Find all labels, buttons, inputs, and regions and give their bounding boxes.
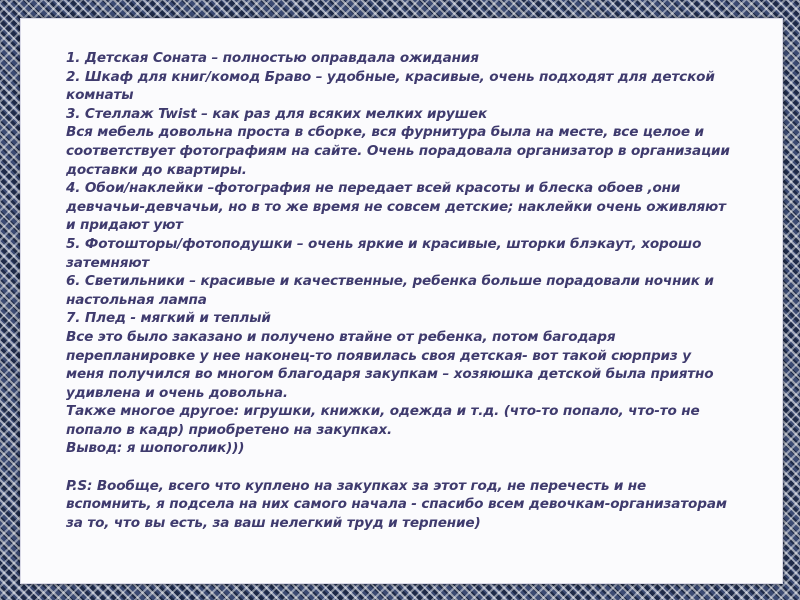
text-line: девчачьи-девчачьи, но в то же время не совсем детские; наклейки очень оживляют: [66, 198, 726, 215]
text-line: попало в кадр) приобретено на закупках.: [66, 421, 393, 438]
text-line: и придают уют: [66, 217, 183, 234]
text-line: комнаты: [66, 87, 134, 104]
text-line: удивлена и очень довольна.: [66, 384, 288, 401]
text-line: затемняют: [66, 254, 150, 271]
text-line: 4. Обои/наклейки –фотография не передает всей красоты и блеска обоев ,они: [66, 180, 681, 197]
text-line: Вывод: я шопоголик))): [66, 440, 245, 457]
text-line: за то, что вы есть, за ваш нелегкий труд и терпение): [66, 514, 481, 531]
text-line: P.S: Вообще, всего что куплено на закупках за этот год, не перечесть и не: [66, 477, 647, 494]
review-text: [66, 49, 756, 532]
text-line: 2. Шкаф для книг/комод Браво – удобные, красивые, очень подходят для детской: [66, 68, 715, 85]
blank-line: [66, 458, 756, 477]
text-line: настольная лампа: [66, 291, 207, 308]
text-line: вспомнить, я подсела на них самого начала - спасибо всем девочкам-организаторам: [66, 496, 727, 513]
text-line: 6. Светильники – красивые и качественные, ребенка больше порадовали ночник и: [66, 273, 714, 290]
text-line: Также многое другое: игрушки, книжки, одежда и т.д. (что-то попало, что-то не: [66, 403, 700, 420]
slide-paper: [20, 18, 783, 584]
text-line: меня получился во многом благодаря закупкам – хозяюшка детской была приятно: [66, 366, 714, 383]
text-line: соответствует фотографиям на сайте. Очень порадовала организатор в организации: [66, 142, 730, 159]
text-line: перепланировке у нее наконец-то появилась своя детская- вот такой сюрприз у: [66, 347, 691, 364]
text-line: 1. Детская Соната – полностью оправдала ожидания: [66, 50, 479, 66]
text-line: 7. Плед - мягкий и теплый: [66, 310, 271, 327]
text-line: Все это было заказано и получено втайне от ребенка, потом багодаря: [66, 328, 616, 345]
text-line: 3. Стеллаж Twist – как раз для всяких мелких ирушек: [66, 105, 488, 122]
text-line: 5. Фотошторы/фотоподушки – очень яркие и красивые, шторки блэкаут, хорошо: [66, 235, 702, 252]
text-line: доставки до квартиры.: [66, 161, 247, 178]
text-line: Вся мебель довольна проста в сборке, вся фурнитура была на месте, все целое и: [66, 124, 704, 141]
